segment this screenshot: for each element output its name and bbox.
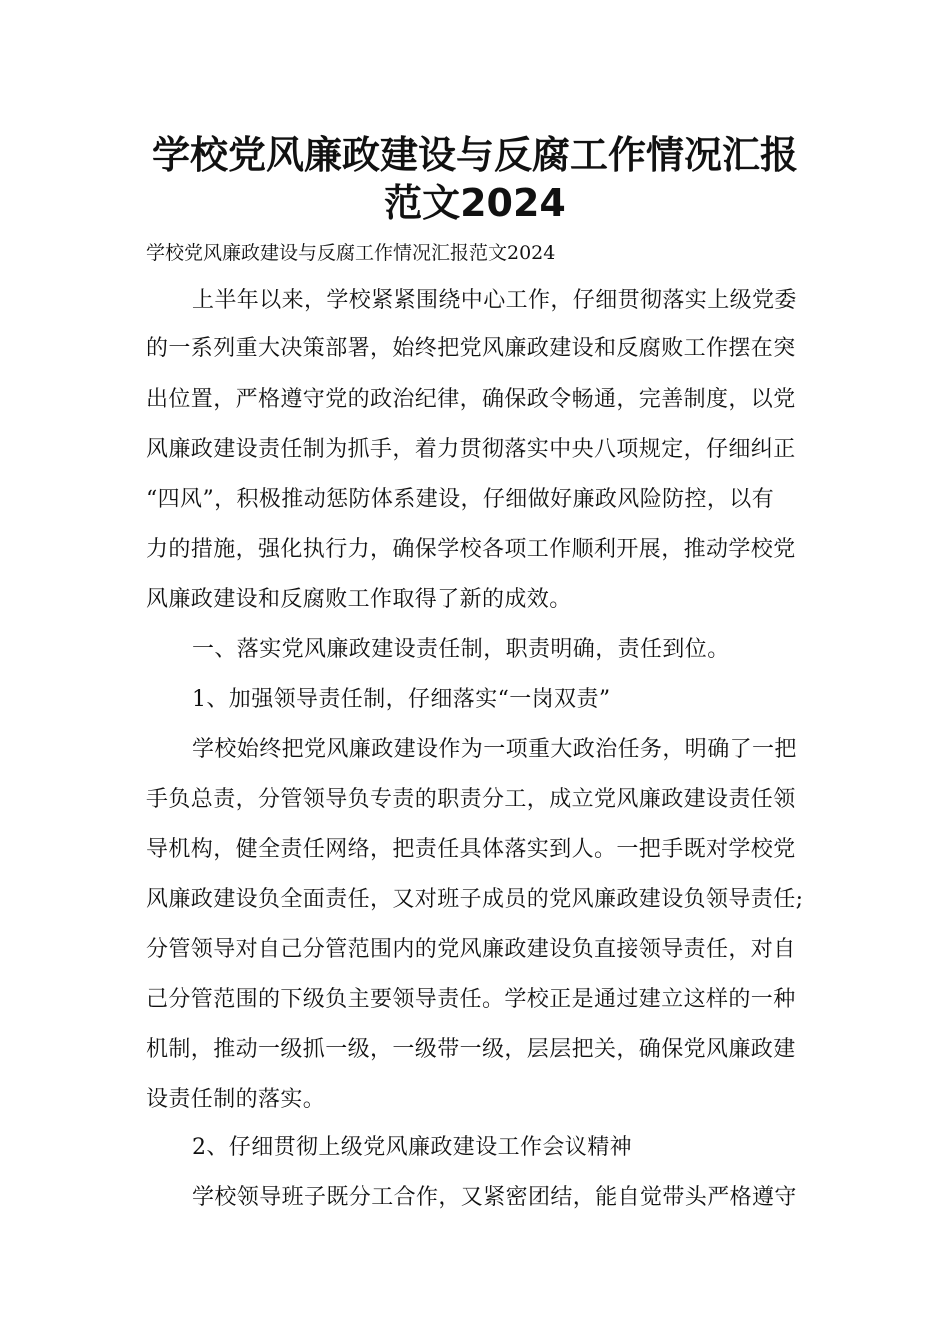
section-heading: 一、落实党风廉政建设责任制，职责明确，责任到位。 — [192, 637, 730, 662]
subsection-heading: 1、加强领导责任制，仔细落实“一岗双责” — [192, 687, 611, 712]
paragraph-line: 分管领导对自己分管范围内的党风廉政建设负直接领导责任，对自 — [146, 937, 796, 962]
paragraph-line: 学校始终把党风廉政建设作为一项重大政治任务，明确了一把 — [192, 737, 797, 762]
paragraph-line: 的一系列重大决策部署，始终把党风廉政建设和反腐败工作摆在突 — [146, 336, 796, 361]
document-title-line-1: 学校党风廉政建设与反腐工作情况汇报 — [151, 133, 798, 177]
paragraph-line: 己分管范围的下级负主要领导责任。学校正是通过建立这样的一种 — [146, 987, 796, 1012]
paragraph-line: 学校领导班子既分工合作，又紧密团结，能自觉带头严格遵守 — [192, 1185, 797, 1210]
document-title-line-2: 范文2024 — [384, 181, 566, 225]
paragraph-line: 力的措施，强化执行力，确保学校各项工作顺利开展，推动学校党 — [146, 537, 796, 562]
paragraph-line: 风廉政建设负全面责任，又对班子成员的党风廉政建设负领导责任; — [146, 887, 804, 912]
paragraph-line: 风廉政建设和反腐败工作取得了新的成效。 — [146, 587, 572, 612]
paragraph-line: 风廉政建设责任制为抓手，着力贯彻落实中央八项规定，仔细纠正 — [146, 437, 796, 462]
document-subtitle: 学校党风廉政建设与反腐工作情况汇报范文2024 — [146, 242, 556, 264]
subsection-heading: 2、仔细贯彻上级党风廉政建设工作会议精神 — [192, 1135, 632, 1160]
paragraph-line: 导机构，健全责任网络，把责任具体落实到人。一把手既对学校党 — [146, 837, 796, 862]
paragraph-line: 设责任制的落实。 — [146, 1087, 326, 1112]
paragraph-line: 手负总责，分管领导负专责的职责分工，成立党风廉政建设责任领 — [146, 787, 796, 812]
paragraph-line: 出位置，严格遵守党的政治纪律，确保政令畅通，完善制度，以党 — [146, 387, 796, 412]
paragraph-line: “四风”，积极推动惩防体系建设，仔细做好廉政风险防控，以有 — [146, 487, 775, 512]
paragraph-line: 上半年以来，学校紧紧围绕中心工作，仔细贯彻落实上级党委 — [192, 288, 797, 313]
paragraph-line: 机制，推动一级抓一级，一级带一级，层层把关，确保党风廉政建 — [146, 1037, 796, 1062]
